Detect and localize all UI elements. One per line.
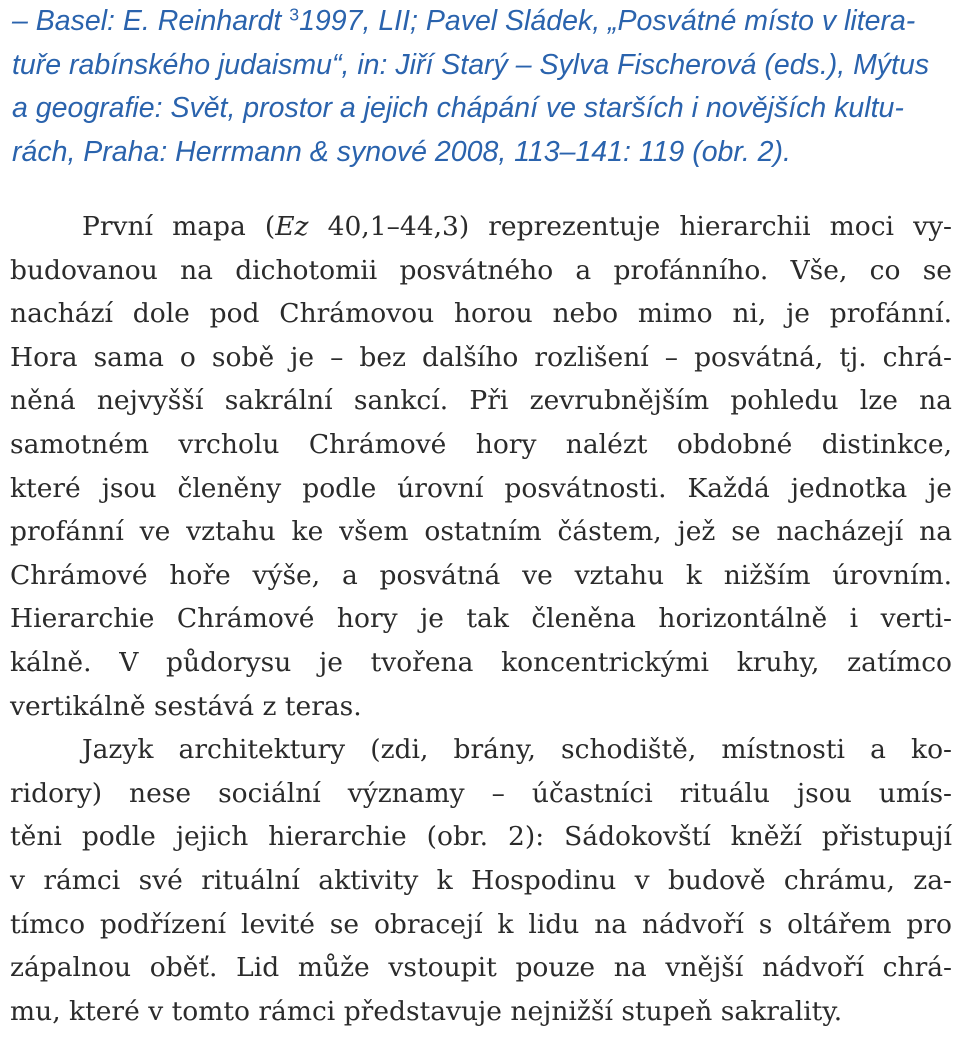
- paragraph-line: tímco podřízení levité se obracejí k lidu na nádvoří s oltářem pro: [10, 908, 952, 940]
- book-reference: Ez: [275, 211, 309, 242]
- paragraph-line: které jsou členěny podle úrovní posvátnosti. Každá jednotka je: [10, 472, 952, 504]
- paragraph-1: [10, 205, 952, 728]
- footnote-line-2: tuře rabínského judaismu“, in: Jiří Starý – Sylva Fischerová (eds.), Mýtus: [12, 48, 930, 81]
- paragraph-line: těni podle jejich hierarchie (obr. 2): Sádokovští kněží přistupují: [10, 821, 952, 853]
- paragraph-line: v rámci své rituální aktivity k Hospodinu v budově chrámu, za-: [10, 864, 952, 896]
- footnote-text: 1997, LII; Pavel Sládek, „Posvátné místo v litera-: [299, 5, 916, 37]
- paragraph-line: nachází dole pod Chrámovou horou nebo mimo ni, je profánní.: [10, 298, 952, 330]
- edition-superscript: 3: [289, 4, 300, 25]
- paragraph-line: Chrámové hoře výše, a posvátná ve vztahu k nižším úrovním.: [10, 559, 952, 591]
- paragraph-line: budovanou na dichotomii posvátného a profánního. Vše, co se: [10, 254, 952, 286]
- paragraph-2: [10, 728, 952, 1033]
- paragraph-line: Jazyk architektury (zdi, brány, schodiště, místnosti a ko-: [82, 734, 952, 766]
- paragraph-line: zápalnou oběť. Lid může vstoupit pouze na vnější nádvoří chrá-: [10, 952, 952, 984]
- paragraph-line: mu, které v tomto rámci představuje nejnižší stupeň sakrality.: [10, 995, 843, 1027]
- text-fragment: První mapa (: [82, 211, 276, 242]
- paragraph-line: kálně. V půdorysu je tvořena koncentrickými kruhy, zatímco: [10, 646, 952, 678]
- footnote-line-4: rách, Praha: Herrmann & synové 2008, 113–141: 119 (obr. 2).: [12, 135, 791, 168]
- paragraph-line: vertikálně sestává z teras.: [10, 690, 362, 722]
- paragraph-line: něná nejvyšší sakrální sankcí. Při zevrubnějším pohledu lze na: [10, 385, 952, 417]
- paragraph-line: Hierarchie Chrámové hory je tak členěna horizontálně i verti-: [10, 603, 952, 635]
- paragraph-line: samotném vrcholu Chrámové hory nalézt obdobné distinkce,: [10, 428, 952, 460]
- paragraph-line: ridory) nese sociální významy – účastníci rituálu jsou umís-: [10, 777, 952, 809]
- paragraph-line: [10, 205, 952, 249]
- paragraph-line: profánní ve vztahu ke všem ostatním částem, jež se nacházejí na: [10, 516, 952, 548]
- footnote-line-3: a geografie: Svět, prostor a jejich chápání ve starších i novějších kultu-: [12, 92, 904, 124]
- main-text: [10, 205, 952, 1033]
- paragraph-line: Hora sama o sobě je – bez dalšího rozlišení – posvátná, tj. chrá-: [10, 341, 952, 373]
- footnote-line-1: [12, 0, 952, 44]
- footnote-block: [12, 0, 952, 174]
- footnote-text: – Basel: E. Reinhardt: [12, 5, 282, 37]
- text-fragment: 40,1–44,3) reprezentuje hierarchii moci vy-: [308, 211, 952, 242]
